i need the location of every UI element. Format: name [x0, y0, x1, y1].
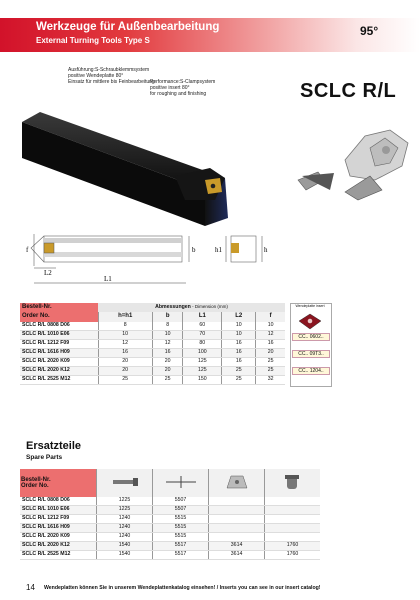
dimensions-table	[20, 303, 285, 385]
note-en-line: positive insert 80°	[150, 85, 190, 91]
table-row: SCLC R/L 1212 F09 12 12 80 16 16	[20, 340, 285, 349]
insert-ref-0602: CC.. 0602..	[292, 333, 330, 341]
col-f: f	[256, 312, 285, 322]
note-german	[68, 67, 155, 85]
tool-holder-image	[10, 108, 245, 243]
col-b: b	[152, 312, 183, 322]
note-en-line: for roughing and finishing	[150, 91, 207, 97]
table-row: SCLC R/L 0808 D06 1225 5507	[20, 497, 320, 506]
col-l2: L2	[222, 312, 256, 322]
shim-icon	[153, 469, 209, 497]
table-row: SCLC R/L 2525 M12 1540 5517 3614 1760	[20, 551, 320, 560]
page-title: Werkzeuge für Außenbearbeitung	[36, 21, 220, 33]
model-title: SCLC R/L	[300, 80, 397, 102]
insert-label: Wendeplatte insert	[295, 304, 325, 308]
note-de-line: Einsatz für mittlere bis Feinbearbeitung	[68, 79, 155, 85]
table-row: SCLC R/L 1616 H09 16 16 100 16 20	[20, 349, 285, 358]
spare-parts-table	[20, 469, 320, 560]
insert-plate-icon	[298, 313, 322, 330]
page-subtitle: External Turning Tools Type S	[36, 36, 150, 45]
note-de-line: Ausführung:S-Schraubklemmsystem	[68, 67, 150, 73]
spare-parts-subtitle: Spare Parts	[26, 454, 63, 461]
note-english	[150, 79, 215, 97]
note-en-line: Performance:S-Clampsystem	[150, 79, 216, 85]
insert-illustration	[290, 118, 415, 203]
note-de-line: positive Wendeplatte 80°	[68, 73, 124, 79]
table-row: SCLC R/L 1010 E06 1225 5507	[20, 506, 320, 515]
dimension-drawing	[26, 228, 276, 293]
col-l1: L1	[183, 312, 222, 322]
insert-ref-1204: CC.. 1204..	[292, 367, 330, 375]
table-row: SCLC R/L 2020 K09 1240 5515	[20, 533, 320, 542]
footer-note: Wendeplatten können Sie in unserem Wendeplattenkatalog einsehen! / Inserts you can see in our insert catalog!	[44, 585, 321, 591]
dimensions-group-header: Abmessungen - Dimension (mm)	[98, 303, 285, 312]
table-row: SCLC R/L 2525 M12 25 25 150 25 32	[20, 376, 285, 385]
page-number: 14	[26, 583, 35, 592]
angle-badge: 95°	[360, 24, 379, 38]
table-row: SCLC R/L 1212 F09 1240 5515	[20, 515, 320, 524]
insert-seat-icon	[209, 469, 265, 497]
table-row: SCLC R/L 1616 H09 1240 5515	[20, 524, 320, 533]
label-l2: L2	[44, 269, 52, 277]
table-row: SCLC R/L 2020 K09 20 20 125 16 25	[20, 358, 285, 367]
insert-ref-09t3: CC.. 09T3..	[292, 350, 330, 358]
table-row: SCLC R/L 2020 K12 20 20 125 25 25	[20, 367, 285, 376]
order-header-en: Order No.	[20, 312, 98, 322]
table-row: SCLC R/L 0808 D06 8 8 60 10 10	[20, 322, 285, 331]
screw-icon	[97, 469, 153, 497]
label-b: b	[192, 246, 196, 254]
table-row: SCLC R/L 2020 K12 1540 5517 3614 1760	[20, 542, 320, 551]
label-h: h	[264, 246, 268, 254]
clamp-icon	[265, 469, 320, 497]
label-l1: L1	[104, 275, 112, 283]
spare-parts-title: Ersatzteile	[26, 440, 82, 452]
spare-order-header: Bestell-Nr. Order No.	[20, 469, 97, 497]
label-f: f	[26, 246, 29, 254]
label-h1: h1	[215, 246, 222, 254]
col-h: h=h1	[98, 312, 152, 322]
table-row: SCLC R/L 1010 E06 10 10 70 10 12	[20, 331, 285, 340]
order-header-de: Bestell-Nr.	[20, 303, 98, 312]
